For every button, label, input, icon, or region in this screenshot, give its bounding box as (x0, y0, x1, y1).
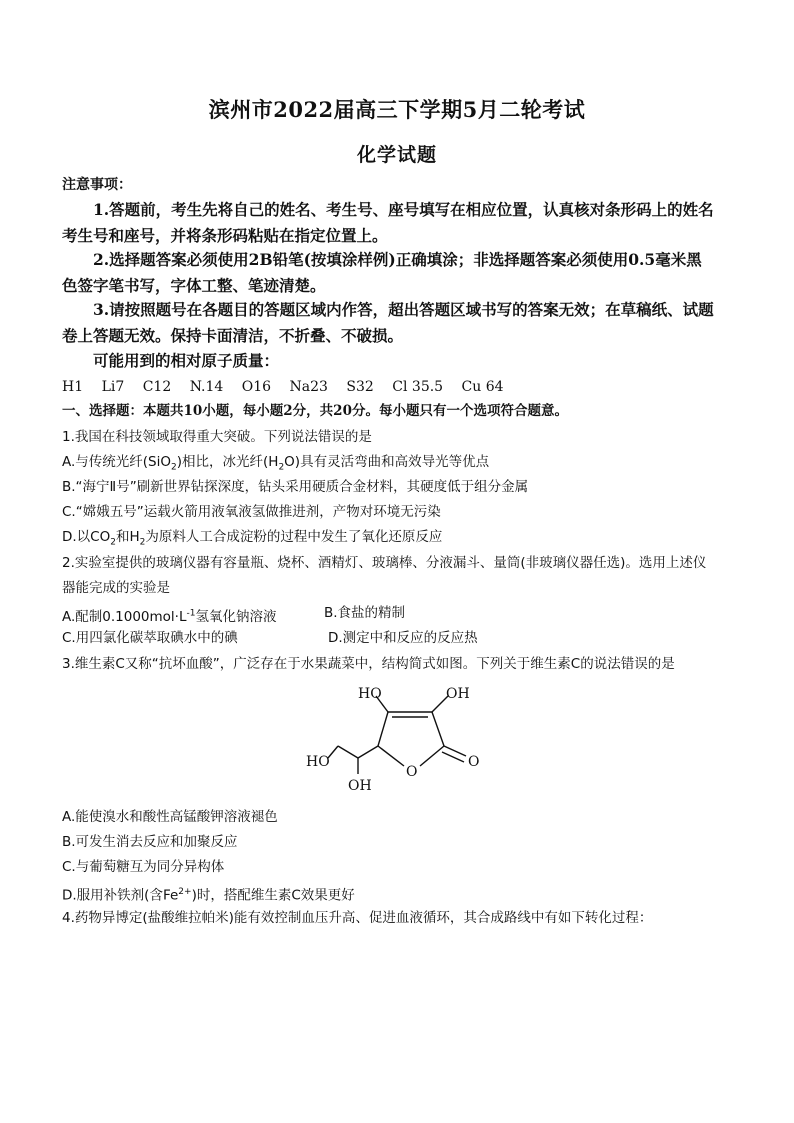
label-oh-top-right: OH (446, 686, 470, 702)
atomic-mass-c: C12 (142, 379, 172, 395)
notice-item-2-line2: 色签字笔书写，字体工整、笔迹清楚。 (62, 276, 326, 295)
bond-c4-c3 (378, 712, 388, 746)
q3-stem: 3.维生素C又称“抗坏血酸”，广泛存在于水果蔬菜中，结构简式如图。下列关于维生素C的说法错误的是 (62, 656, 675, 672)
q2-options-row2 (62, 629, 734, 647)
label-carbonyl-oxygen: O (468, 754, 480, 770)
q1-stem: 1.我国在科技领域取得重大突破。下列说法错误的是 (62, 429, 372, 445)
q1-option-d: D.以$CO_2$和$H_2$为原料人工合成淀粉的过程中发生了氧化还原反应 (62, 529, 443, 548)
notice-item-1-line2: 考生号和座号，并将条形码粘贴在指定位置上。 (62, 226, 388, 245)
page-subtitle: 化学试题 (356, 144, 437, 166)
bond-c4-c5 (358, 746, 378, 758)
label-oh-bottom: OH (348, 778, 372, 794)
atomic-mass-o: O16 (241, 379, 272, 395)
label-ho-chain: HO (306, 754, 330, 770)
label-ring-oxygen: O (406, 764, 418, 780)
q2-stem-line1: 2.实验室提供的玻璃仪器有容量瓶、烧杯、酒精灯、玻璃棒、分液漏斗、量筒(非玻璃仪器任选)。选用上述仪 (62, 555, 707, 571)
q3-option-c: C.与葡萄糖互为同分异构体 (62, 859, 225, 875)
atomic-mass-heading: 可能用到的相对原子质量： (93, 351, 280, 370)
notice-item-3-line1: 3.请按照题号在各题目的答题区域内作答，超出答题区域书写的答案无效；在草稿纸、试题 (93, 300, 714, 319)
notice-item-1-line1: 1.答题前，考生先将自己的姓名、考生号、座号填写在相应位置，认真核对条形码上的姓名 (93, 200, 714, 219)
q2-option-d: D.测定中和反应的反应热 (328, 630, 478, 646)
q2-option-c: C.用四氯化碳萃取碘水中的碘 (62, 630, 238, 646)
bond-c1-oring (420, 746, 444, 766)
notice-item-3-line2: 卷上答题无效。保持卡面清洁，不折叠、不破损。 (62, 326, 404, 345)
page-title: 滨州市2022届高三下学期5月二轮考试 (208, 97, 586, 122)
q2-option-a: A.配制$0.1000mol\cdot L^{-1}$氢氧化钠溶液 (62, 608, 277, 625)
q2-options-row1 (62, 604, 734, 626)
notice-heading: 注意事项： (62, 177, 132, 193)
atomic-mass-s: S32 (346, 379, 374, 395)
atomic-mass-n: N.14 (189, 379, 224, 395)
q4-stem: 4.药物异博定(盐酸维拉帕米)能有效控制血压升高、促进血液循环，其合成路线中有如下转化过程： (62, 910, 653, 926)
q3-option-b: B.可发生消去反应和加聚反应 (62, 834, 238, 850)
q2-stem-line2: 器能完成的实验是 (62, 580, 170, 596)
atomic-mass-h: H1 (62, 379, 84, 395)
vitamin-c-structure (300, 682, 500, 798)
vitamin-c-bonds (328, 696, 466, 774)
bond-c5-c6 (338, 746, 358, 758)
atomic-mass-na: Na23 (289, 379, 328, 395)
label-ho-top-left: HO (358, 686, 382, 702)
q2-option-b: B.食盐的精制 (324, 605, 406, 621)
q1-option-c: C.“嫦娥五号”运载火箭用液氧液氢做推进剂，产物对环境无污染 (62, 504, 441, 520)
atomic-mass-cu: Cu 64 (461, 379, 504, 395)
q1-option-b: B.“海宁Ⅱ号”刷新世界钻探深度，钻头采用硬质合金材料，其硬度低于组分金属 (62, 479, 529, 495)
atomic-mass-list (62, 378, 734, 396)
section-heading: 一、选择题：本题共10小题，每小题2分，共20分。每小题只有一个选项符合题意。 (62, 403, 568, 419)
atomic-mass-cl: Cl 35.5 (392, 379, 444, 395)
bond-oring-c4 (378, 746, 404, 766)
q3-option-d: D.服用补铁剂(含$Fe^{2+}$)时，搭配维生素C效果更好 (62, 887, 355, 904)
notice-item-2-line1: 2.选择题答案必须使用2B铅笔(按填涂样例)正确填涂；非选择题答案必须使用0.5毫米黑 (93, 250, 702, 269)
atomic-mass-li: Li7 (101, 379, 125, 395)
q3-option-a: A.能使溴水和酸性高锰酸钾溶液褪色 (62, 809, 278, 825)
q1-option-a: A.与传统光纤(SiO$_2$)相比，冰光纤$(H_2O)$具有灵活弯曲和高效导光等优点 (62, 454, 490, 473)
bond-c2-c1 (432, 712, 444, 746)
